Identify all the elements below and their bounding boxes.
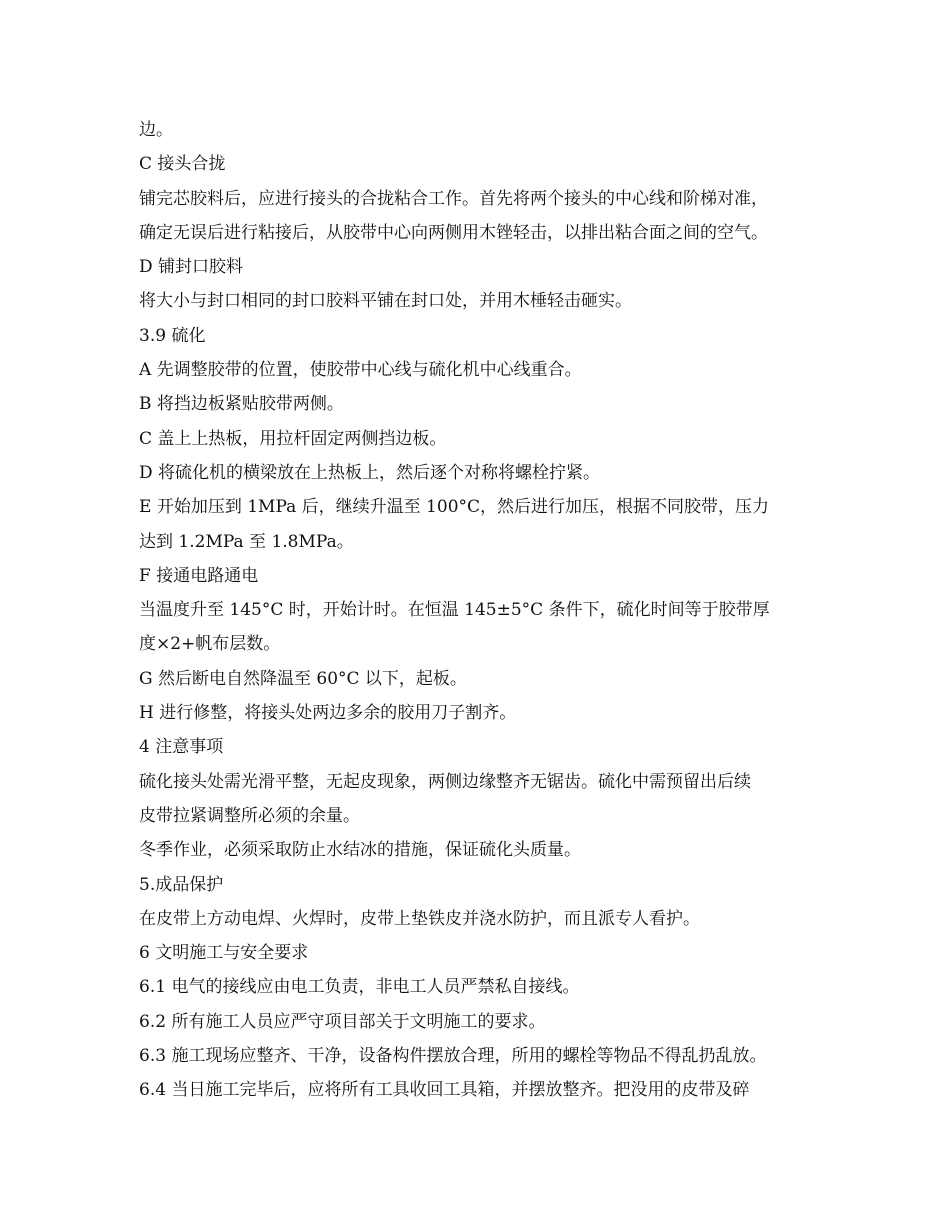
text-line: 6.1 电气的接线应由电工负责，非电工人员严禁私自接线。 (139, 977, 580, 998)
text-line: 达到 1.2MPa 至 1.8MPa。 (139, 531, 354, 552)
section-heading: C 接头合拢 (139, 154, 226, 175)
text-line: 6.2 所有施工人员应严守项目部关于文明施工的要求。 (139, 1011, 546, 1032)
text-line: 皮带拉紧调整所必须的余量。 (139, 805, 360, 826)
text-line: H 进行修整，将接头处两边多余的胶用刀子割齐。 (139, 703, 517, 724)
text-line: D 将硫化机的横梁放在上热板上，然后逐个对称将螺栓拧紧。 (139, 462, 601, 483)
text-line: A 先调整胶带的位置，使胶带中心线与硫化机中心线重合。 (139, 360, 582, 381)
text-line: 硫化接头处需光滑平整，无起皮现象，两侧边缘整齐无锯齿。硫化中需预留出后续 (139, 771, 751, 792)
text-line: G 然后断电自然降温至 60°C 以下，起板。 (139, 668, 467, 689)
section-heading: 5.成品保护 (139, 874, 224, 895)
section-heading: 4 注意事项 (139, 737, 224, 758)
section-heading: F 接通电路通电 (139, 565, 259, 586)
text-line: 6.4 当日施工完毕后，应将所有工具收回工具箱，并摆放整齐。把没用的皮带及碎 (139, 1080, 750, 1101)
text-line: B 将挡边板紧贴胶带两侧。 (139, 394, 344, 415)
text-line: 冬季作业，必须采取防止水结冰的措施，保证硫化头质量。 (139, 840, 581, 861)
text-line: C 盖上上热板，用拉杆固定两侧挡边板。 (139, 428, 447, 449)
text-line: 6.3 施工现场应整齐、干净，设备构件摆放合理，所用的螺栓等物品不得乱扔乱放。 (139, 1046, 767, 1067)
text-line: 确定无误后进行粘接后，从胶带中心向两侧用木锉轻击，以排出粘合面之间的空气。 (139, 222, 768, 243)
document-body (139, 113, 829, 1108)
text-line: 铺完芯胶料后，应进行接头的合拢粘合工作。首先将两个接头的中心线和阶梯对准， (139, 188, 768, 209)
section-heading: 3.9 硫化 (139, 325, 206, 346)
text-line: 当温度升至 145°C 时，开始计时。在恒温 145±5°C 条件下，硫化时间等于胶带厚 (139, 600, 770, 621)
text-line: 将大小与封口相同的封口胶料平铺在封口处，并用木棰轻击砸实。 (139, 291, 632, 312)
text-line: 在皮带上方动电焊、火焊时，皮带上垫铁皮并浇水防护，而且派专人看护。 (139, 908, 700, 929)
section-heading: 6 文明施工与安全要求 (139, 943, 309, 964)
text-line: 边。 (139, 120, 173, 140)
section-heading: D 铺封口胶料 (139, 257, 244, 278)
text-line: E 开始加压到 1MPa 后，继续升温至 100°C，然后进行加压，根据不同胶带，压力 (139, 497, 770, 518)
text-line: 度×2+帆布层数。 (139, 634, 281, 655)
